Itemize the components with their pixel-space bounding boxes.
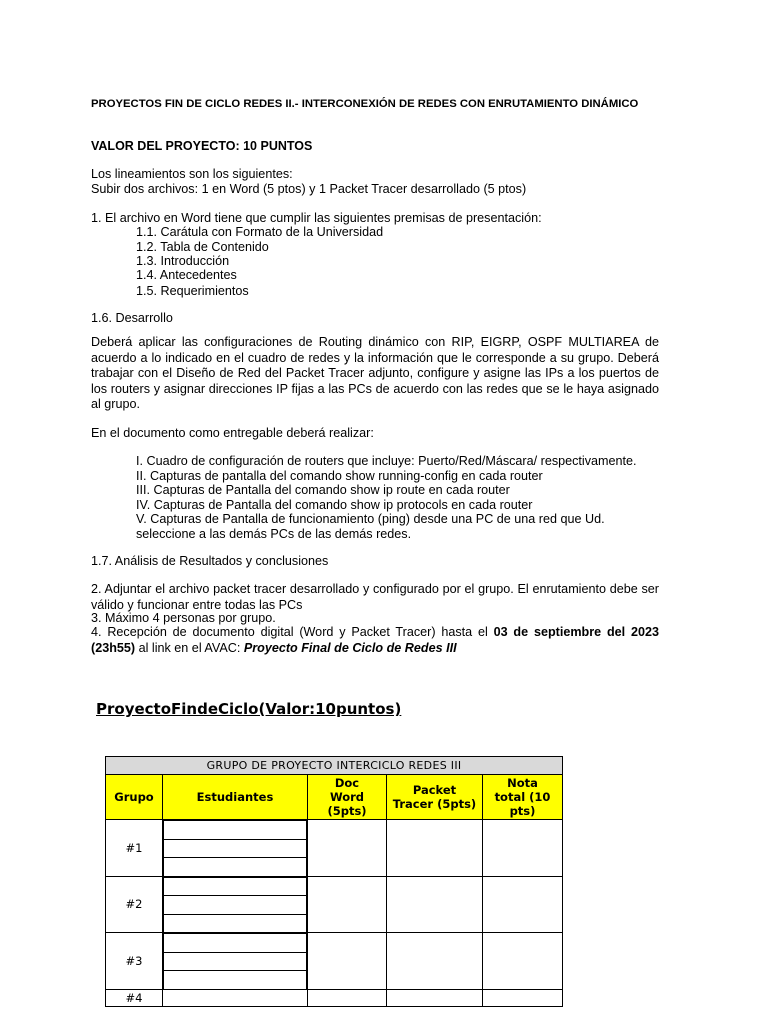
subitem-1-4: 1.4. Antecedentes — [136, 268, 237, 282]
header-doc-word: Doc Word (5pts) — [308, 775, 387, 820]
student-slot[interactable] — [164, 858, 307, 876]
students-cell — [163, 933, 308, 990]
header-grupo: Grupo — [106, 775, 163, 820]
files-to-upload: Subir dos archivos: 1 en Word (5 ptos) y 1 Packet Tracer desarrollado (5 ptos) — [91, 182, 527, 196]
packet-tracer-cell[interactable] — [387, 820, 483, 877]
header-estudiantes: Estudiantes — [163, 775, 308, 820]
subitem-1-1: 1.1. Carátula con Formato de la Universidad — [136, 225, 384, 239]
group-label: #4 — [106, 989, 163, 1006]
table-row — [106, 820, 563, 877]
grades-table — [105, 756, 563, 1007]
subitem-1-5: 1.5. Requerimientos — [136, 284, 249, 298]
avac-link-name: Proyecto Final de Ciclo de Redes III — [243, 640, 457, 655]
group-label: #1 — [106, 820, 163, 877]
packet-tracer-cell[interactable] — [387, 989, 483, 1006]
document-title: PROYECTOS FIN DE CICLO REDES II.- INTERCONEXIÓN DE REDES CON ENRUTAMIENTO DINÁMICO — [91, 98, 639, 110]
desarrollo-title: 1.6. Desarrollo — [91, 311, 173, 325]
student-slot[interactable] — [164, 971, 307, 989]
table-row — [106, 876, 563, 933]
nota-total-cell[interactable] — [483, 820, 563, 877]
doc-word-cell[interactable] — [308, 820, 387, 877]
student-slot[interactable] — [164, 952, 307, 971]
deadline-date: 03 de septiembre del 2023 (23h55) — [91, 625, 659, 655]
doc-word-cell[interactable] — [308, 876, 387, 933]
nota-total-cell[interactable] — [483, 933, 563, 990]
nota-total-cell[interactable] — [483, 876, 563, 933]
project-value-heading: VALOR DEL PROYECTO: 10 PUNTOS — [91, 139, 313, 153]
table-header-row — [106, 775, 563, 820]
entregable-1: I. Cuadro de configuración de routers que incluye: Puerto/Red/Máscara/ respectivamente. — [136, 454, 637, 468]
header-packet-tracer: Packet Tracer (5pts) — [387, 775, 483, 820]
entregable-4: IV. Capturas de Pantalla del comando show ip protocols en cada router — [136, 498, 533, 512]
item-3: 3. Máximo 4 personas por grupo. — [91, 611, 276, 625]
table-caption: GRUPO DE PROYECTO INTERCICLO REDES III — [106, 757, 563, 775]
subitem-1-2: 1.2. Tabla de Contenido — [136, 240, 269, 254]
entregable-3: III. Capturas de Pantalla del comando show ip route en cada router — [136, 483, 510, 497]
student-slot[interactable] — [164, 934, 307, 953]
entregable-2: II. Capturas de pantalla del comando show running-config en cada router — [136, 469, 543, 483]
student-slot[interactable] — [164, 896, 307, 915]
students-cell — [163, 876, 308, 933]
table-row — [106, 933, 563, 990]
entregable-5: V. Capturas de Pantalla de funcionamiento (ping) desde una PC de una red que Ud. — [136, 512, 605, 526]
group-label: #2 — [106, 876, 163, 933]
student-slot[interactable] — [164, 914, 307, 932]
item-4 — [91, 625, 659, 656]
packet-tracer-cell[interactable] — [387, 933, 483, 990]
item-4-prefix: 4. Recepción de documento digital (Word y Packet Tracer) hasta el — [91, 625, 494, 639]
student-slot[interactable] — [164, 839, 307, 858]
packet-tracer-cell[interactable] — [387, 876, 483, 933]
subitem-1-3: 1.3. Introducción — [136, 254, 230, 268]
item-2: 2. Adjuntar el archivo packet tracer desarrollado y configurado por el grupo. El enrutamiento debe ser válido y funcionar entre todas las PCs — [91, 582, 659, 612]
nota-total-cell[interactable] — [483, 989, 563, 1006]
header-nota-total: Nota total (10 pts) — [483, 775, 563, 820]
desarrollo-paragraph: Deberá aplicar las configuraciones de Routing dinámico con RIP, EIGRP, OSPF MULTIAREA de acuerdo a lo indicado en el cuadro de redes y la información que le corresponde a su grupo. Deberá trabajar con el Diseño de Red del Packet Tracer adjunto, configure y asigne las IPs a los puertos de los routers y asignar direcciones IP fijas a las PCs de acuerdo con las redes que se le haya asignado al grupo. — [91, 335, 659, 411]
doc-word-cell[interactable] — [308, 989, 387, 1006]
students-cell[interactable] — [163, 989, 308, 1006]
table-row — [106, 989, 563, 1006]
group-label: #3 — [106, 933, 163, 990]
student-slot[interactable] — [164, 821, 307, 840]
item-1-title: 1. El archivo en Word tiene que cumplir las siguientes premisas de presentación: — [91, 211, 542, 225]
guidelines-intro: Los lineamientos son los siguientes: — [91, 167, 293, 181]
analisis-title: 1.7. Análisis de Resultados y conclusiones — [91, 554, 329, 568]
section-title: ProyectoFindeCiclo(Valor:10puntos) — [96, 700, 402, 718]
doc-word-cell[interactable] — [308, 933, 387, 990]
entregable-intro: En el documento como entregable deberá realizar: — [91, 426, 374, 440]
entregable-5-cont: seleccione a las demás PCs de las demás redes. — [136, 527, 412, 541]
student-slot[interactable] — [164, 877, 307, 896]
students-cell — [163, 820, 308, 877]
item-4-middle: al link en el AVAC: — [135, 640, 244, 655]
